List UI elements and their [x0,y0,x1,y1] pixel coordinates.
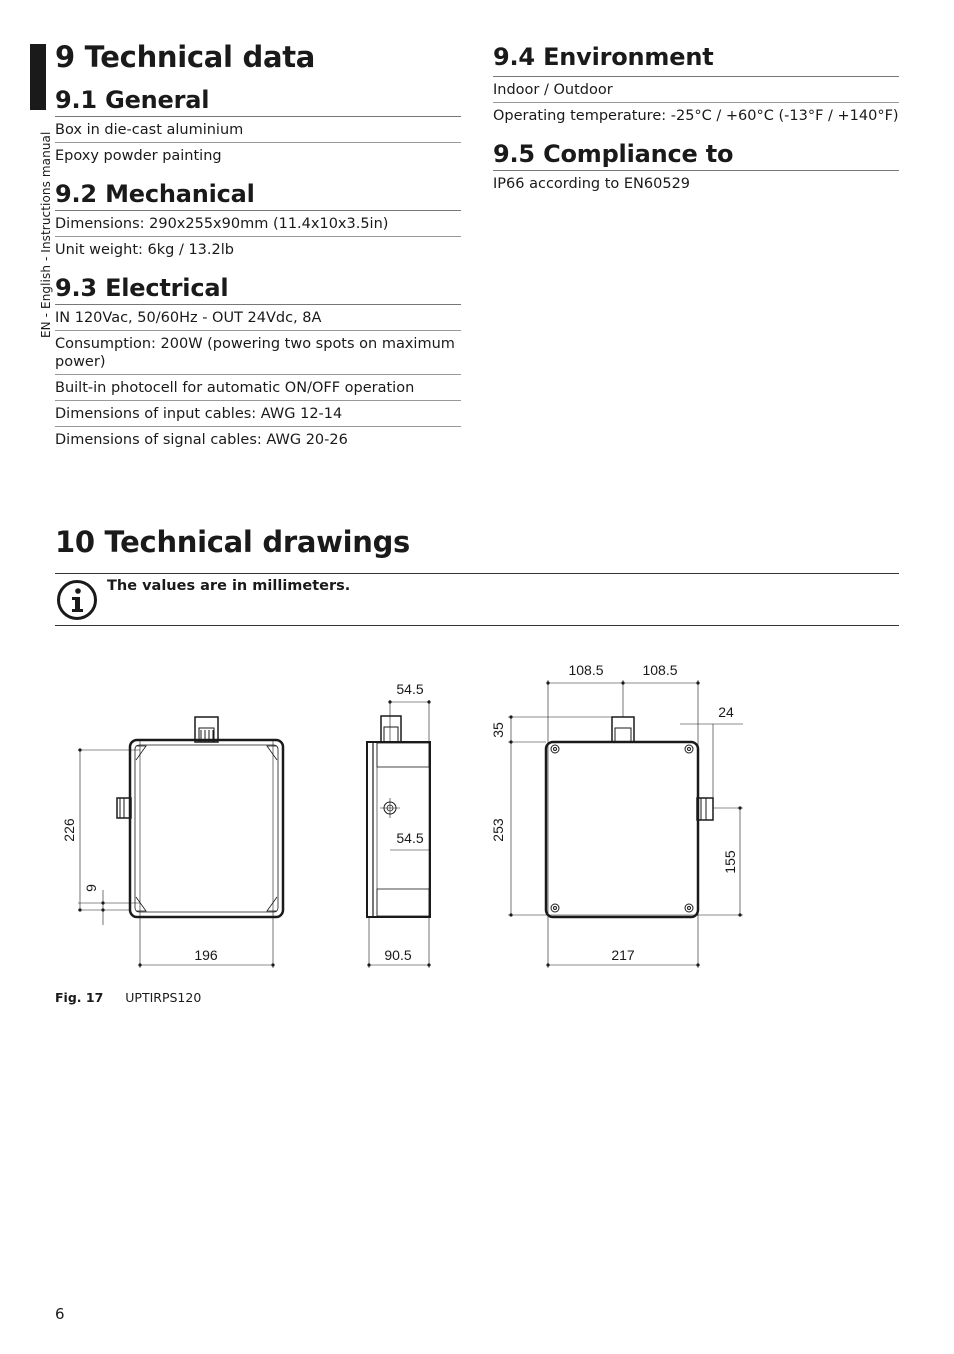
compliance-list [493,171,899,196]
dim-back-left-half: 108.5 [568,662,604,678]
dim-side-width: 90.5 [384,947,412,963]
list-item: Built-in photocell for automatic ON/OFF operation [55,375,461,401]
general-list [55,117,461,168]
dim-back-width: 217 [611,947,635,963]
info-icon [56,579,98,621]
technical-drawing [0,640,954,985]
dim-side-top: 54.5 [396,681,424,697]
mechanical-heading-block [55,178,461,211]
figure-label: Fig. 17 [55,990,104,1005]
section-title-compliance: 9.5 Compliance to [493,140,734,168]
sidebar-marker [30,44,46,110]
back-view [508,680,743,968]
dim-side-mid: 54.5 [396,830,424,846]
dim-front-height: 226 [61,818,77,842]
list-item: Dimensions: 290x255x90mm (11.4x10x3.5in) [55,211,461,237]
list-item: Consumption: 200W (powering two spots on maximum power) [55,331,461,375]
environment-heading-block [493,38,899,77]
drawing-canvas [0,640,954,985]
general-heading-block [55,84,461,117]
right-column [493,38,899,196]
dim-back-right-top: 24 [718,704,734,720]
left-column [55,38,461,452]
list-item: Box in die-cast aluminium [55,117,461,143]
electrical-heading-block [55,272,461,305]
section-title-technical-drawings: 10 Technical drawings [55,525,410,559]
note-box [55,573,899,626]
dim-front-width: 196 [194,947,218,963]
electrical-list [55,305,461,452]
list-item: Epoxy powder painting [55,148,222,164]
dim-back-gland: 155 [722,850,738,874]
dim-back-top: 35 [490,722,506,738]
list-item: Unit weight: 6kg / 13.2lb [55,242,234,258]
dim-back-height: 253 [490,818,506,842]
list-item: Indoor / Outdoor [493,77,899,103]
list-item: IN 120Vac, 50/60Hz - OUT 24Vdc, 8A [55,305,461,331]
list-item: Dimensions of signal cables: AWG 20-26 [55,432,348,448]
figure-caption [55,990,201,1005]
compliance-heading-block [493,138,899,171]
mechanical-list [55,211,461,262]
section-title-technical-data: 9 Technical data [55,40,316,74]
page-number: 6 [55,1305,65,1323]
dim-back-right-half: 108.5 [642,662,678,678]
list-item: Operating temperature: -25°C / +60°C (-13°F / +140°F) [493,108,899,124]
section-title-mechanical: 9.2 Mechanical [55,180,255,208]
environment-list [493,77,899,128]
list-item: Dimensions of input cables: AWG 12-14 [55,401,461,427]
sidebar-label: EN - English - Instructions manual [39,131,53,338]
list-item: IP66 according to EN60529 [493,176,691,192]
dim-front-offset: 9 [83,884,99,892]
section-title-electrical: 9.3 Electrical [55,274,229,302]
front-view [78,717,283,968]
section-title-general: 9.1 General [55,86,210,114]
note-text: The values are in millimeters. [107,578,351,594]
section-title-environment: 9.4 Environment [493,43,714,71]
figure-caption-text: UPTIRPS120 [125,990,202,1005]
